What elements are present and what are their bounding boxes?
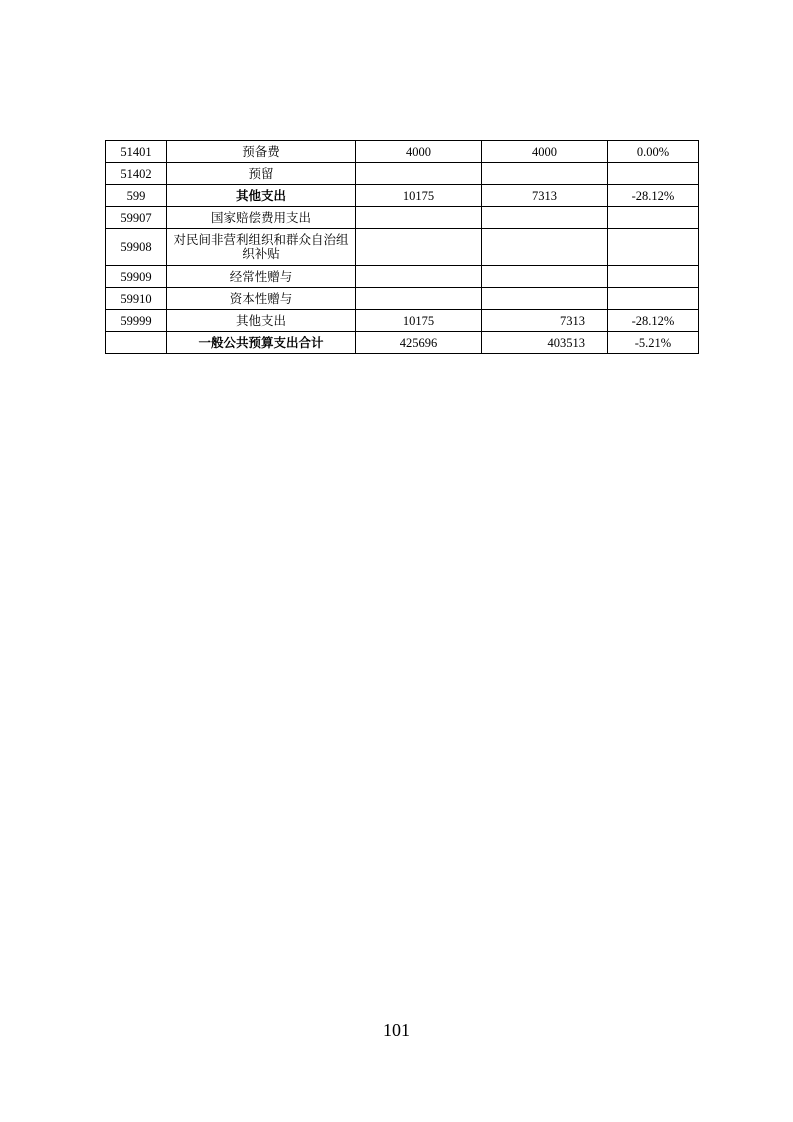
row-value-b: 4000 (482, 141, 608, 163)
row-value-a (356, 207, 482, 229)
row-value-b (482, 207, 608, 229)
row-change (608, 288, 699, 310)
row-name: 预留 (167, 163, 356, 185)
row-value-a (356, 266, 482, 288)
table-row (106, 288, 699, 310)
row-code: 51402 (106, 163, 167, 185)
row-change: 0.00% (608, 141, 699, 163)
page-number: 101 (383, 1020, 410, 1040)
row-code: 599 (106, 185, 167, 207)
row-name: 其他支出 (167, 310, 356, 332)
row-code (106, 332, 167, 354)
row-name: 经常性赠与 (167, 266, 356, 288)
row-change (608, 229, 699, 266)
row-name: 预备费 (167, 141, 356, 163)
row-change: -28.12% (608, 185, 699, 207)
table-row-total (106, 332, 699, 354)
row-change: -5.21% (608, 332, 699, 354)
row-value-b: 7313 (482, 185, 608, 207)
table-row (106, 207, 699, 229)
row-name: 对民间非营利组织和群众自治组织补贴 (167, 229, 356, 266)
row-code: 51401 (106, 141, 167, 163)
row-value-a: 425696 (356, 332, 482, 354)
row-change (608, 207, 699, 229)
budget-table (105, 140, 699, 354)
table-row (106, 266, 699, 288)
row-change: -28.12% (608, 310, 699, 332)
table-row (106, 229, 699, 266)
table-row (106, 185, 699, 207)
table-row (106, 163, 699, 185)
row-value-b (482, 229, 608, 266)
row-code: 59999 (106, 310, 167, 332)
row-value-a: 10175 (356, 185, 482, 207)
row-name: 国家赔偿费用支出 (167, 207, 356, 229)
table-row (106, 310, 699, 332)
row-name: 一般公共预算支出合计 (167, 332, 356, 354)
row-value-b (482, 288, 608, 310)
row-change (608, 266, 699, 288)
row-change (608, 163, 699, 185)
row-code: 59908 (106, 229, 167, 266)
row-value-b: 7313 (482, 310, 608, 332)
row-value-a (356, 229, 482, 266)
row-value-a: 10175 (356, 310, 482, 332)
row-value-b: 403513 (482, 332, 608, 354)
row-code: 59909 (106, 266, 167, 288)
row-name: 其他支出 (167, 185, 356, 207)
row-value-b (482, 266, 608, 288)
row-code: 59907 (106, 207, 167, 229)
row-value-a (356, 163, 482, 185)
row-name: 资本性赠与 (167, 288, 356, 310)
row-value-b (482, 163, 608, 185)
row-code: 59910 (106, 288, 167, 310)
row-value-a: 4000 (356, 141, 482, 163)
table-row (106, 141, 699, 163)
row-value-a (356, 288, 482, 310)
